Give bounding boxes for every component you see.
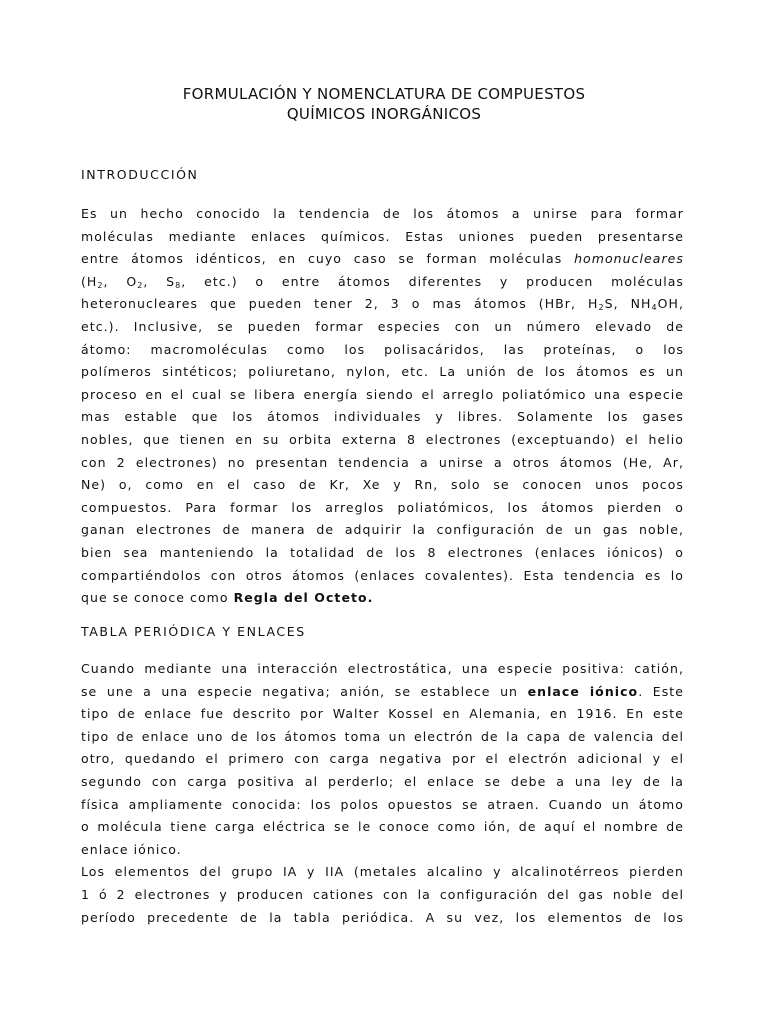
text-line xyxy=(81,565,684,588)
text-run: nobles, que tienen en su orbita externa 8 electrones (exceptuando) el helio xyxy=(81,431,684,447)
text-line xyxy=(81,861,684,884)
text-run: otro, quedando el primero con carga negativa por el electrón adicional y el xyxy=(81,751,684,767)
text-line xyxy=(81,542,684,565)
text-run: ganan electrones de manera de adquirir la configuración de un gas noble, xyxy=(81,522,684,538)
text-run: mas estable que los átomos individuales y libres. Solamente los gases xyxy=(81,409,684,425)
text-run: , etc.) o entre átomos diferentes y producen moléculas xyxy=(181,273,684,289)
text-line xyxy=(81,794,684,817)
text-run: período precedente de la tabla periódica. A su vez, los elementos de los xyxy=(81,909,684,925)
tabla-paragraph xyxy=(81,658,684,929)
text-line xyxy=(81,271,684,294)
bold-text: enlace iónico xyxy=(527,683,639,699)
subscript: 8 xyxy=(175,280,182,290)
text-run: entre átomos idénticos, en cuyo caso se forman moléculas xyxy=(81,251,575,267)
document-title xyxy=(0,84,768,124)
text-run: Ne) o, como en el caso de Kr, Xe y Rn, solo se conocen unos pocos xyxy=(81,477,684,493)
text-line xyxy=(81,248,684,271)
text-run: con 2 electrones) no presentan tendencia a unirse a otros átomos (He, Ar, xyxy=(81,454,684,470)
text-line xyxy=(81,406,684,429)
text-line xyxy=(81,316,684,339)
text-run: enlace iónico. xyxy=(81,841,182,857)
text-run: física ampliamente conocida: los polos opuestos se atraen. Cuando un átomo xyxy=(81,796,684,812)
text-line xyxy=(81,748,684,771)
text-run: moléculas mediante enlaces químicos. Estas uniones pueden presentarse xyxy=(81,228,684,244)
text-run: , S xyxy=(143,273,176,289)
subscript: 2 xyxy=(598,303,605,313)
subscript: 2 xyxy=(97,280,104,290)
text-run: (H xyxy=(81,273,98,289)
text-line xyxy=(81,452,684,475)
text-line xyxy=(81,361,684,384)
text-line xyxy=(81,726,684,749)
text-run: Los elementos del grupo IA y IIA (metales alcalino y alcalinotérreos pierden xyxy=(81,864,684,880)
text-run: se une a una especie negativa; anión, se establece un xyxy=(81,683,528,699)
text-run: compartiéndolos con otros átomos (enlaces covalentes). Esta tendencia es lo xyxy=(81,567,684,583)
text-run: . Este xyxy=(638,683,685,699)
text-run: OH, xyxy=(657,296,684,312)
title-line-1: FORMULACIÓN Y NOMENCLATURA DE COMPUESTOS xyxy=(182,85,586,103)
text-run: tipo de enlace uno de los átomos toma un electrón de la capa de valencia del xyxy=(81,728,684,744)
text-line xyxy=(81,658,684,681)
text-run: proceso en el cual se libera energía siendo el arreglo poliatómico una especie xyxy=(81,386,684,402)
bold-text: Regla del Octeto. xyxy=(233,590,374,606)
text-line xyxy=(81,907,684,930)
text-line xyxy=(81,519,684,542)
subscript: 4 xyxy=(651,303,658,313)
section-heading-introduccion: INTRODUCCIÓN xyxy=(81,167,199,182)
text-run: S, NH xyxy=(604,296,652,312)
intro-paragraph xyxy=(81,203,684,610)
text-run: heteronucleares que pueden tener 2, 3 o mas átomos (HBr, H xyxy=(81,296,599,312)
text-line xyxy=(81,203,684,226)
text-run: que se conoce como xyxy=(81,590,234,606)
italic-text: homonucleares xyxy=(574,251,684,267)
text-line xyxy=(81,226,684,249)
text-run: Cuando mediante una interacción electrostática, una especie positiva: catión, xyxy=(81,661,684,676)
text-line xyxy=(81,429,684,452)
text-run: segundo con carga positiva al perderlo; el enlace se debe a una ley de la xyxy=(81,773,684,789)
text-line xyxy=(81,703,684,726)
text-run: , O xyxy=(103,273,138,289)
text-line xyxy=(81,474,684,497)
text-run: etc.). Inclusive, se pueden formar especies con un número elevado de xyxy=(81,318,684,334)
text-run: o molécula tiene carga eléctrica se le conoce como ión, de aquí el nombre de xyxy=(81,819,684,835)
text-line xyxy=(81,884,684,907)
text-line xyxy=(81,816,684,839)
subscript: 2 xyxy=(137,280,144,290)
section-heading-tabla: TABLA PERIÓDICA Y ENLACES xyxy=(81,624,306,639)
text-line xyxy=(81,384,684,407)
text-run: átomo: macromoléculas como los polisacáridos, las proteínas, o los xyxy=(81,341,684,357)
text-line xyxy=(81,771,684,794)
text-run: 1 ó 2 electrones y producen cationes con la configuración del gas noble del xyxy=(81,886,684,902)
text-run: Es un hecho conocido la tendencia de los átomos a unirse para formar xyxy=(81,206,684,221)
title-line-2: QUÍMICOS INORGÁNICOS xyxy=(286,105,482,123)
text-line xyxy=(81,497,684,520)
text-line xyxy=(81,339,684,362)
text-line xyxy=(81,681,684,704)
text-line xyxy=(81,293,684,316)
text-run: compuestos. Para formar los arreglos poliatómicos, los átomos pierden o xyxy=(81,499,684,515)
text-run: polímeros sintéticos; poliuretano, nylon, etc. La unión de los átomos es un xyxy=(81,364,684,380)
text-line xyxy=(81,839,684,862)
text-line xyxy=(81,587,684,610)
text-run: tipo de enlace fue descrito por Walter Kossel en Alemania, en 1916. En este xyxy=(81,706,684,722)
text-run: bien sea manteniendo la totalidad de los 8 electrones (enlaces iónicos) o xyxy=(81,544,684,560)
